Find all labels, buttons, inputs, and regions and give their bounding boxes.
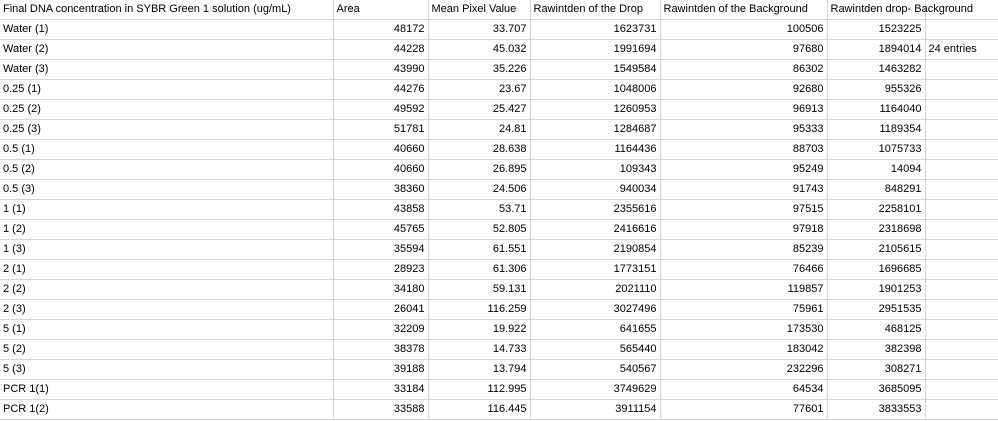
cell-rawintden-drop[interactable]: 3911154	[530, 400, 660, 420]
cell-mean-pixel-value[interactable]: 52.805	[428, 220, 530, 240]
cell-area[interactable]: 38360	[333, 180, 428, 200]
cell-rawintden-difference[interactable]: 14094	[827, 160, 925, 180]
cell-rawintden-drop[interactable]: 565440	[530, 340, 660, 360]
cell-rawintden-difference[interactable]: 1189354	[827, 120, 925, 140]
cell-sample[interactable]: 5 (2)	[0, 340, 333, 360]
cell-rawintden-drop[interactable]: 2021110	[530, 280, 660, 300]
cell-rawintden-drop[interactable]: 3027496	[530, 300, 660, 320]
table-row	[0, 260, 998, 280]
table-row	[0, 40, 998, 60]
cell-rawintden-drop[interactable]: 540567	[530, 360, 660, 380]
cell-extra[interactable]	[925, 140, 998, 160]
cell-sample[interactable]: Water (1)	[0, 20, 333, 40]
cell-mean-pixel-value[interactable]: 24.81	[428, 120, 530, 140]
cell-sample[interactable]: 2 (3)	[0, 300, 333, 320]
cell-rawintden-drop[interactable]: 641655	[530, 320, 660, 340]
cell-rawintden-background[interactable]: 97680	[660, 40, 827, 60]
cell-sample[interactable]: 0.25 (2)	[0, 100, 333, 120]
table-row	[0, 140, 998, 160]
cell-extra[interactable]	[925, 360, 998, 380]
cell-rawintden-background[interactable]: 77601	[660, 400, 827, 420]
cell-extra[interactable]	[925, 120, 998, 140]
table-row	[0, 100, 998, 120]
cell-rawintden-background[interactable]: 119857	[660, 280, 827, 300]
cell-mean-pixel-value[interactable]: 19.922	[428, 320, 530, 340]
cell-area[interactable]: 48172	[333, 20, 428, 40]
cell-rawintden-difference[interactable]: 848291	[827, 180, 925, 200]
cell-sample[interactable]: 5 (3)	[0, 360, 333, 380]
cell-sample[interactable]: PCR 1(1)	[0, 380, 333, 400]
cell-extra[interactable]	[925, 180, 998, 200]
cell-rawintden-drop[interactable]: 1164436	[530, 140, 660, 160]
cell-sample[interactable]: 0.25 (3)	[0, 120, 333, 140]
cell-extra[interactable]	[925, 80, 998, 100]
cell-rawintden-background[interactable]: 232296	[660, 360, 827, 380]
cell-rawintden-difference[interactable]: 308271	[827, 360, 925, 380]
cell-area[interactable]: 33184	[333, 380, 428, 400]
cell-area[interactable]: 28923	[333, 260, 428, 280]
cell-sample[interactable]: Water (3)	[0, 60, 333, 80]
cell-mean-pixel-value[interactable]: 13.794	[428, 360, 530, 380]
cell-extra[interactable]	[925, 200, 998, 220]
cell-area[interactable]: 32209	[333, 320, 428, 340]
table-row	[0, 60, 998, 80]
cell-area[interactable]: 44228	[333, 40, 428, 60]
table-row	[0, 280, 998, 300]
cell-rawintden-difference[interactable]: 2951535	[827, 300, 925, 320]
cell-rawintden-drop[interactable]: 1549584	[530, 60, 660, 80]
header-cell-concentration[interactable]: Final DNA concentration in SYBR Green 1 solution (ug/mL)	[0, 0, 333, 20]
cell-area[interactable]: 40660	[333, 140, 428, 160]
cell-extra[interactable]	[925, 300, 998, 320]
table-row	[0, 20, 998, 40]
cell-mean-pixel-value[interactable]: 25.427	[428, 100, 530, 120]
cell-extra[interactable]	[925, 240, 998, 260]
cell-rawintden-background[interactable]: 75961	[660, 300, 827, 320]
cell-mean-pixel-value[interactable]: 24.506	[428, 180, 530, 200]
cell-rawintden-background[interactable]: 173530	[660, 320, 827, 340]
cell-mean-pixel-value[interactable]: 45.032	[428, 40, 530, 60]
cell-rawintden-drop[interactable]: 2355616	[530, 200, 660, 220]
cell-mean-pixel-value[interactable]: 116.445	[428, 400, 530, 420]
header-row	[0, 0, 998, 20]
table-row	[0, 180, 998, 200]
cell-rawintden-drop[interactable]: 1991694	[530, 40, 660, 60]
cell-area[interactable]: 34180	[333, 280, 428, 300]
cell-area[interactable]: 40660	[333, 160, 428, 180]
cell-area[interactable]: 35594	[333, 240, 428, 260]
cell-sample[interactable]: 0.5 (3)	[0, 180, 333, 200]
cell-mean-pixel-value[interactable]: 14.733	[428, 340, 530, 360]
cell-sample[interactable]: 0.25 (1)	[0, 80, 333, 100]
cell-area[interactable]: 51781	[333, 120, 428, 140]
cell-sample[interactable]: 1 (1)	[0, 200, 333, 220]
cell-rawintden-difference[interactable]: 1523225	[827, 20, 925, 40]
cell-rawintden-difference[interactable]: 2258101	[827, 200, 925, 220]
header-cell-rawintden-drop[interactable]: Rawintden of the Drop	[530, 0, 660, 20]
cell-mean-pixel-value[interactable]: 53.71	[428, 200, 530, 220]
cell-sample[interactable]: 2 (2)	[0, 280, 333, 300]
cell-mean-pixel-value[interactable]: 61.551	[428, 240, 530, 260]
cell-rawintden-drop[interactable]: 2416616	[530, 220, 660, 240]
table-row	[0, 80, 998, 100]
cell-area[interactable]: 44276	[333, 80, 428, 100]
cell-area[interactable]: 33588	[333, 400, 428, 420]
cell-mean-pixel-value[interactable]: 116.259	[428, 300, 530, 320]
cell-rawintden-background[interactable]: 100506	[660, 20, 827, 40]
cell-rawintden-difference[interactable]: 1901253	[827, 280, 925, 300]
entries-count-note[interactable]: 24 entries	[925, 40, 998, 60]
cell-extra[interactable]	[925, 280, 998, 300]
cell-sample[interactable]: 0.5 (2)	[0, 160, 333, 180]
cell-rawintden-background[interactable]: 85239	[660, 240, 827, 260]
cell-sample[interactable]: 2 (1)	[0, 260, 333, 280]
cell-extra[interactable]	[925, 60, 998, 80]
cell-rawintden-drop[interactable]: 3749629	[530, 380, 660, 400]
cell-rawintden-background[interactable]: 97918	[660, 220, 827, 240]
cell-rawintden-background[interactable]: 92680	[660, 80, 827, 100]
cell-rawintden-difference[interactable]: 2318698	[827, 220, 925, 240]
header-cell-area[interactable]: Area	[333, 0, 428, 20]
cell-extra[interactable]	[925, 260, 998, 280]
cell-area[interactable]: 45765	[333, 220, 428, 240]
cell-area[interactable]: 39188	[333, 360, 428, 380]
cell-mean-pixel-value[interactable]: 61.306	[428, 260, 530, 280]
cell-sample[interactable]: 5 (1)	[0, 320, 333, 340]
header-cell-rawintden-difference[interactable]: Rawintden drop- Background	[827, 0, 925, 20]
cell-rawintden-difference[interactable]: 468125	[827, 320, 925, 340]
cell-rawintden-background[interactable]: 183042	[660, 340, 827, 360]
cell-rawintden-difference[interactable]: 382398	[827, 340, 925, 360]
table-row	[0, 220, 998, 240]
cell-rawintden-difference[interactable]: 955326	[827, 80, 925, 100]
cell-mean-pixel-value[interactable]: 23.67	[428, 80, 530, 100]
cell-rawintden-difference[interactable]: 1075733	[827, 140, 925, 160]
cell-area[interactable]: 43990	[333, 60, 428, 80]
cell-area[interactable]: 49592	[333, 100, 428, 120]
cell-rawintden-drop[interactable]: 940034	[530, 180, 660, 200]
cell-mean-pixel-value[interactable]: 59.131	[428, 280, 530, 300]
cell-rawintden-background[interactable]: 96913	[660, 100, 827, 120]
cell-extra[interactable]	[925, 340, 998, 360]
cell-extra[interactable]	[925, 220, 998, 240]
cell-rawintden-background[interactable]: 95333	[660, 120, 827, 140]
table-row	[0, 340, 998, 360]
cell-rawintden-difference[interactable]: 1164040	[827, 100, 925, 120]
cell-mean-pixel-value[interactable]: 35.226	[428, 60, 530, 80]
cell-area[interactable]: 26041	[333, 300, 428, 320]
cell-sample[interactable]: Water (2)	[0, 40, 333, 60]
table-row	[0, 360, 998, 380]
table-row	[0, 300, 998, 320]
cell-rawintden-difference[interactable]: 1894014	[827, 40, 925, 60]
cell-rawintden-background[interactable]: 76466	[660, 260, 827, 280]
cell-rawintden-drop[interactable]: 1260953	[530, 100, 660, 120]
header-cell-rawintden-background[interactable]: Rawintden of the Background	[660, 0, 827, 20]
cell-rawintden-drop[interactable]: 109343	[530, 160, 660, 180]
cell-sample[interactable]: 1 (3)	[0, 240, 333, 260]
cell-mean-pixel-value[interactable]: 112.995	[428, 380, 530, 400]
table-row	[0, 320, 998, 340]
cell-rawintden-difference[interactable]: 3833553	[827, 400, 925, 420]
cell-rawintden-drop[interactable]: 1284687	[530, 120, 660, 140]
cell-rawintden-drop[interactable]: 1623731	[530, 20, 660, 40]
cell-rawintden-difference[interactable]: 3685095	[827, 380, 925, 400]
cell-rawintden-background[interactable]: 64534	[660, 380, 827, 400]
cell-rawintden-difference[interactable]: 2105615	[827, 240, 925, 260]
header-cell-mean-pixel-value[interactable]: Mean Pixel Value	[428, 0, 530, 20]
cell-mean-pixel-value[interactable]: 26.895	[428, 160, 530, 180]
cell-mean-pixel-value[interactable]: 28.638	[428, 140, 530, 160]
table-row	[0, 120, 998, 140]
cell-rawintden-background[interactable]: 88703	[660, 140, 827, 160]
cell-extra[interactable]	[925, 380, 998, 400]
table-row	[0, 380, 998, 400]
cell-extra[interactable]	[925, 100, 998, 120]
cell-extra[interactable]	[925, 20, 998, 40]
cell-rawintden-difference[interactable]: 1696685	[827, 260, 925, 280]
cell-rawintden-background[interactable]: 91743	[660, 180, 827, 200]
cell-rawintden-drop[interactable]: 1773151	[530, 260, 660, 280]
cell-rawintden-drop[interactable]: 2190854	[530, 240, 660, 260]
cell-extra[interactable]	[925, 320, 998, 340]
cell-rawintden-drop[interactable]: 1048006	[530, 80, 660, 100]
cell-extra[interactable]	[925, 400, 998, 420]
cell-extra[interactable]	[925, 160, 998, 180]
cell-area[interactable]: 43858	[333, 200, 428, 220]
table-row	[0, 400, 998, 420]
cell-sample[interactable]: PCR 1(2)	[0, 400, 333, 420]
cell-sample[interactable]: 0.5 (1)	[0, 140, 333, 160]
cell-rawintden-background[interactable]: 86302	[660, 60, 827, 80]
cell-rawintden-background[interactable]: 95249	[660, 160, 827, 180]
cell-sample[interactable]: 1 (2)	[0, 220, 333, 240]
table-row	[0, 240, 998, 260]
cell-area[interactable]: 38378	[333, 340, 428, 360]
table-row	[0, 200, 998, 220]
cell-mean-pixel-value[interactable]: 33.707	[428, 20, 530, 40]
cell-rawintden-background[interactable]: 97515	[660, 200, 827, 220]
table-row	[0, 160, 998, 180]
cell-rawintden-difference[interactable]: 1463282	[827, 60, 925, 80]
